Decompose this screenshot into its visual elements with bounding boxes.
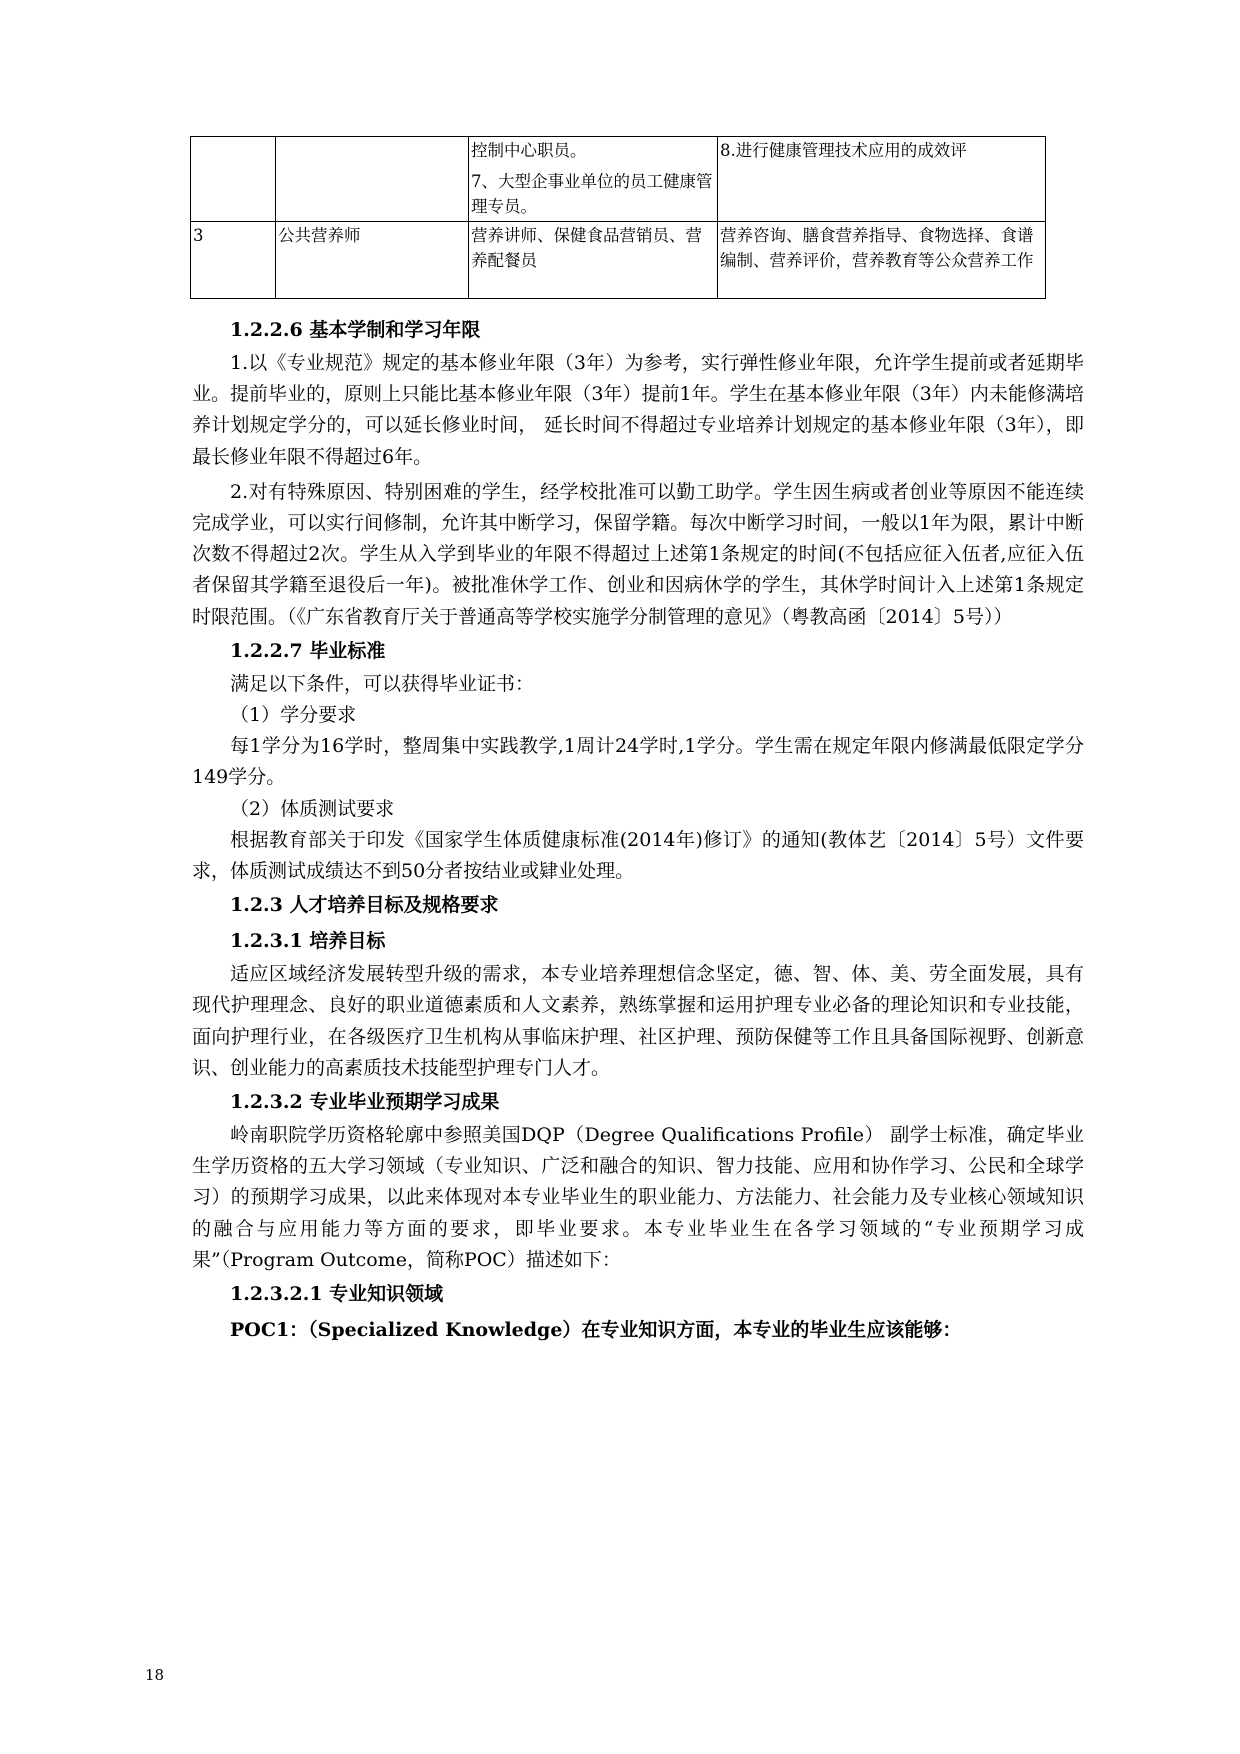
table-cell-jobs — [469, 137, 718, 222]
subheading: （1）学分要求 — [230, 704, 357, 727]
career-table — [190, 136, 1046, 299]
paragraph: 每1学分为16学时，整周集中实践教学,1周计24学时,1学分。学生需在规定年限内修满最低限定学分149学分。 — [192, 735, 1084, 789]
table-cell-line: 控制中心职员。 — [471, 141, 587, 160]
table-cell-name — [276, 137, 469, 222]
table-cell-line: 7、大型企事业单位的员工健康管理专员。 — [471, 172, 713, 216]
paragraph: 满足以下条件，可以获得毕业证书： — [230, 672, 535, 695]
section-heading: 1.2.3.2 专业毕业预期学习成果 — [230, 1091, 500, 1114]
section-heading: 1.2.3 人才培养目标及规格要求 — [230, 894, 499, 917]
table-row — [191, 137, 1046, 222]
section-heading: 1.2.3.1 培养目标 — [230, 930, 386, 953]
section-heading: 1.2.3.2.1 专业知识领域 — [230, 1283, 444, 1306]
section-heading: 1.2.2.7 毕业标准 — [230, 639, 386, 662]
table-cell-no: 3 — [191, 222, 276, 299]
table-cell-jobs — [469, 222, 718, 299]
table-cell-line: 营养讲师、保健食品营销员、营养配餐员 — [471, 226, 702, 270]
paragraph: 根据教育部关于印发《国家学生体质健康标准(2014年)修订》的通知(教体艺〔2014〕5号）文件要求，体质测试成绩达不到50分者按结业或肄业处理。 — [192, 828, 1084, 883]
subheading: （2）体质测试要求 — [230, 797, 395, 820]
paragraph: 岭南职院学历资格轮廓中参照美国DQP（Degree Qualifications Profile） 副学士标准，确定毕业生学历资格的五大学习领域（专业知识、广泛和融合的知识、智力技能、应用和协作学习、公民和全球学习）的预期学习成果，以此来体现对本专业毕业生的职业能力、方法能力、社会能力及专业核心领域知识的融合与应用能力等方面的要求，即毕业要求。本专业毕业生在各学习领域的“专业预期学习成果”（Program Outcome，简称POC）描述如下： — [192, 1124, 1084, 1271]
paragraph: 1.以《专业规范》规定的基本修业年限（3年）为参考，实行弹性修业年限，允许学生提前或者延期毕业。提前毕业的，原则上只能比基本修业年限（3年）提前1年。学生在基本修业年限（3年）内未能修满培养计划规定学分的，可以延长修业时间， 延长时间不得超过专业培养计划规定的基本修业年限（3年），即最长修业年限不得超过6年。 — [192, 352, 1084, 468]
paragraph: 2.对有特殊原因、特别困难的学生，经学校批准可以勤工助学。学生因生病或者创业等原因不能连续完成学业，可以实行间修制，允许其中断学习，保留学籍。每次中断学习时间，一般以1年为限，累计中断次数不得超过2次。学生从入学到毕业的年限不得超过上述第1条规定的时间(不包括应征入伍者,应征入伍者保留其学籍至退役后一年)。被批准休学工作、创业和因病休学的学生，其休学时间计入上述第1条规定时限范围。（《广东省教育厅关于普通高等学校实施学分制管理的意见》（粤教高函〔2014〕5号）） — [192, 480, 1084, 628]
table-cell-tasks — [718, 137, 1046, 222]
table-cell-name: 公共营养师 — [276, 222, 469, 299]
table-row — [191, 222, 1046, 299]
section-heading: 1.2.2.6 基本学制和学习年限 — [230, 319, 481, 341]
document-body — [192, 312, 1084, 1348]
poc-heading: POC1：（Specialized Knowledge）在专业知识方面，本专业的毕业生应该能够： — [230, 1319, 962, 1342]
table-cell-line: 营养咨询、膳食营养指导、食物选择、食谱编制、营养评价，营养教育等公众营养工作 — [720, 226, 1034, 270]
table-cell-tasks — [718, 222, 1046, 299]
page-number: 18 — [145, 1666, 165, 1684]
table-cell-no — [191, 137, 276, 222]
paragraph: 适应区域经济发展转型升级的需求，本专业培养理想信念坚定，德、智、体、美、劳全面发展，具有现代护理理念、良好的职业道德素质和人文素养，熟练掌握和运用护理专业必备的理论知识和专业技能，面向护理行业，在各级医疗卫生机构从事临床护理、社区护理、预防保健等工作且具备国际视野、创新意识、创业能力的高素质技术技能型护理专门人才。 — [192, 963, 1084, 1079]
table-cell-line: 8.进行健康管理技术应用的成效评 — [720, 141, 967, 160]
